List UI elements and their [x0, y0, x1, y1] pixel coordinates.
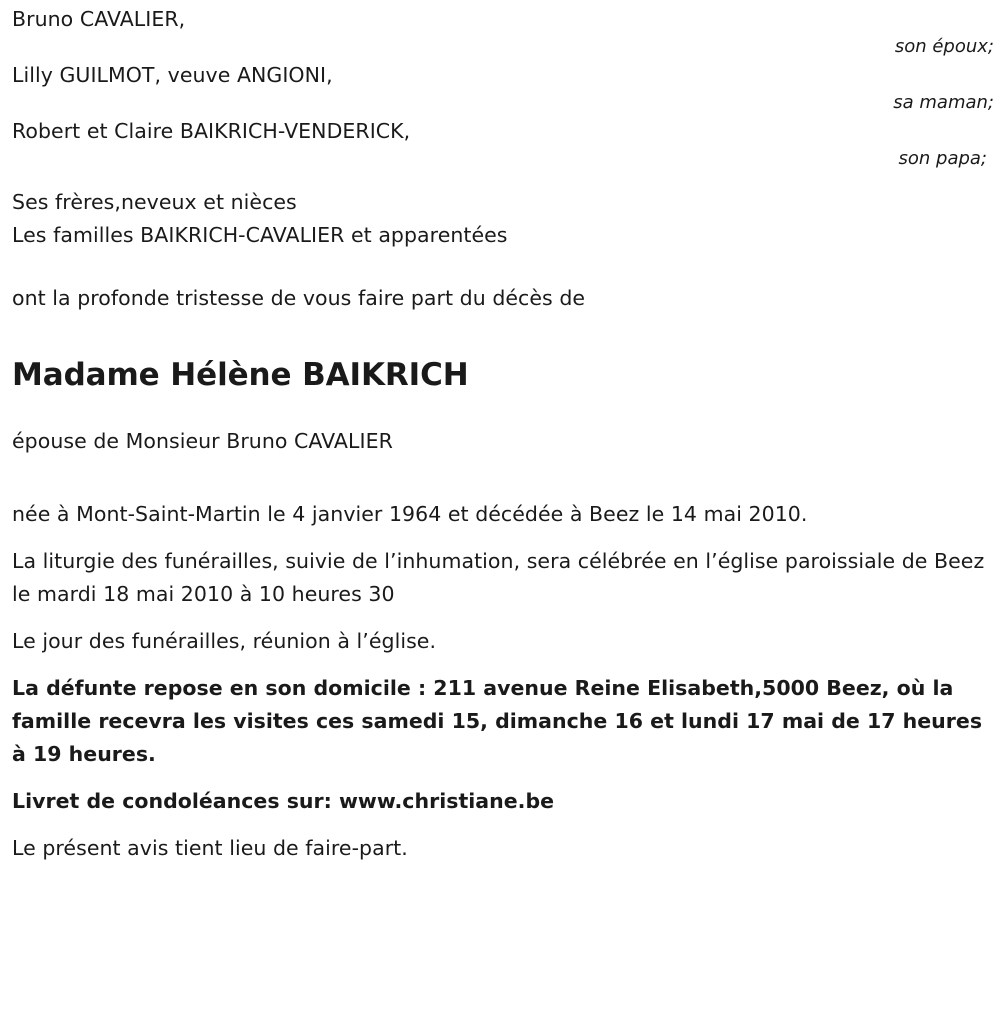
announcement-intro: ont la profonde tristesse de vous faire part du décès de	[12, 286, 586, 310]
announcers-block	[12, 4, 994, 172]
announcer-row	[12, 116, 994, 172]
spacer	[12, 818, 994, 832]
announcer-relation: sa maman;	[893, 92, 994, 113]
announcer-name: Bruno CAVALIER,	[12, 7, 186, 31]
spacer	[12, 531, 994, 545]
condolences-line: Livret de condoléances sur: www.christiane.be	[12, 789, 555, 813]
deceased-spouse-line: épouse de Monsieur Bruno CAVALIER	[12, 429, 393, 453]
spacer	[12, 172, 994, 186]
spacer	[12, 315, 994, 355]
visitation-line: La défunte repose en son domicile : 211 avenue Reine Elisabeth,5000 Beez, où la famille recevra les visites ces samedi 15, dimanche 16 et lundi 17 mai de 17 heures à 19 heures.	[12, 676, 983, 766]
closing-line: Le présent avis tient lieu de faire-part.	[12, 836, 408, 860]
spacer	[12, 611, 994, 625]
funeral-gathering-line: Le jour des funérailles, réunion à l’église.	[12, 629, 437, 653]
funeral-liturgy-line: La liturgie des funérailles, suivie de l’inhumation, sera célébrée en l’église paroissiale de Beez le mardi 18 mai 2010 à 10 heures 30	[12, 549, 985, 606]
announcer-name: Lilly GUILMOT, veuve ANGIONI,	[12, 63, 333, 87]
announcer-relation: son époux;	[894, 36, 994, 57]
deceased-name: Madame Hélène BAIKRICH	[12, 357, 469, 393]
announcer-row	[12, 60, 994, 116]
birth-death-line: née à Mont-Saint-Martin le 4 janvier 1964 et décédée à Beez le 14 mai 2010.	[12, 502, 808, 526]
announcer-relation: son papa;	[898, 148, 987, 169]
family-siblings-line: Ses frères,neveux et nièces	[12, 190, 297, 214]
announcer-name: Robert et Claire BAIKRICH-VENDERICK,	[12, 119, 411, 143]
spacer	[12, 771, 994, 785]
spacer	[12, 252, 994, 282]
spacer	[12, 658, 994, 672]
announcer-row	[12, 4, 994, 60]
spacer	[12, 395, 994, 425]
spacer	[12, 458, 994, 498]
family-households-line: Les familles BAIKRICH-CAVALIER et apparentées	[12, 223, 508, 247]
